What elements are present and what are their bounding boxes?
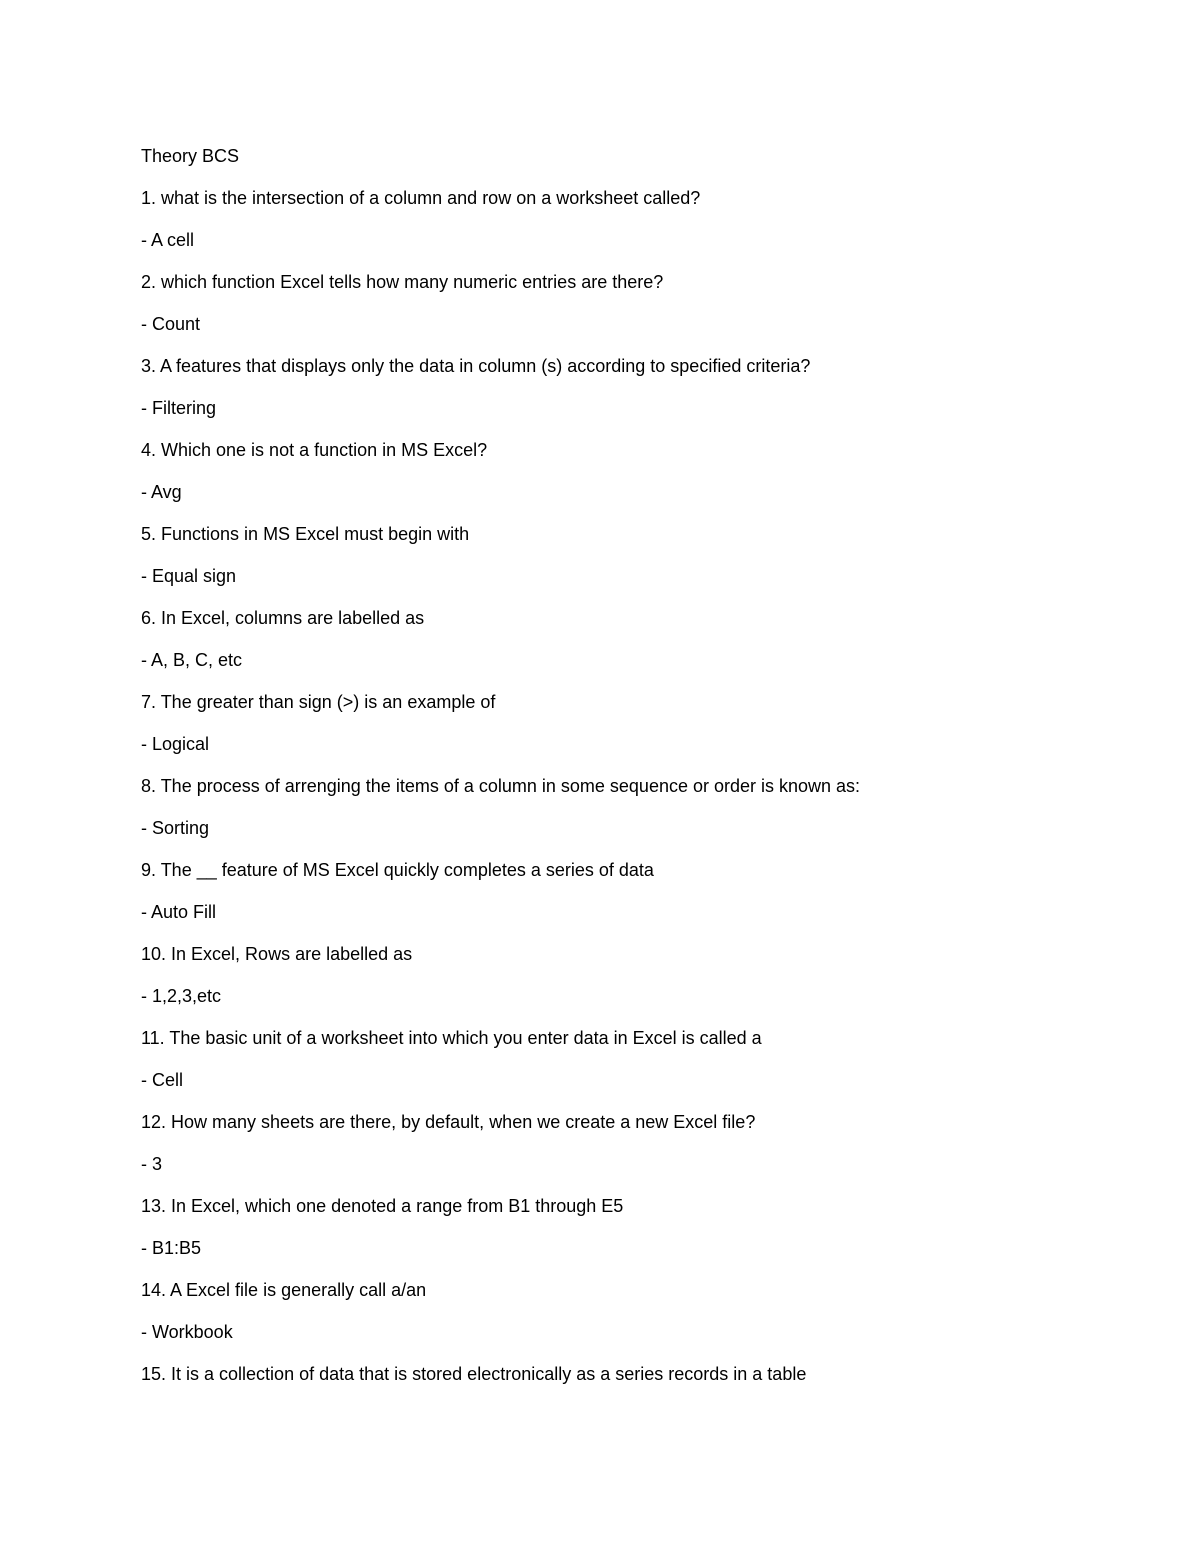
question-12: 12. How many sheets are there, by default, when we create a new Excel file? <box>141 1112 756 1132</box>
question-15: 15. It is a collection of data that is stored electronically as a series records in a table <box>141 1364 807 1384</box>
question-9: 9. The __ feature of MS Excel quickly completes a series of data <box>141 860 654 880</box>
question-7: 7. The greater than sign (>) is an example of <box>141 692 496 712</box>
answer-12: - 3 <box>141 1154 163 1174</box>
answer-6: - A, B, C, etc <box>141 650 243 670</box>
answer-1: - A cell <box>141 230 195 250</box>
answer-7: - Logical <box>141 734 210 754</box>
question-4: 4. Which one is not a function in MS Excel? <box>141 440 488 460</box>
answer-9: - Auto Fill <box>141 902 217 922</box>
question-1: 1. what is the intersection of a column and row on a worksheet called? <box>141 188 701 208</box>
question-10: 10. In Excel, Rows are labelled as <box>141 944 413 964</box>
answer-2: - Count <box>141 314 201 334</box>
answer-10: - 1,2,3,etc <box>141 986 222 1006</box>
question-11: 11. The basic unit of a worksheet into which you enter data in Excel is called a <box>141 1028 762 1048</box>
question-13: 13. In Excel, which one denoted a range from B1 through E5 <box>141 1196 624 1216</box>
question-2: 2. which function Excel tells how many numeric entries are there? <box>141 272 664 292</box>
question-6: 6. In Excel, columns are labelled as <box>141 608 425 628</box>
question-14: 14. A Excel file is generally call a/an <box>141 1280 427 1300</box>
document-title: Theory BCS <box>141 146 240 166</box>
answer-3: - Filtering <box>141 398 217 418</box>
answer-8: - Sorting <box>141 818 210 838</box>
document-body <box>141 143 1101 1403</box>
answer-13: - B1:B5 <box>141 1238 202 1258</box>
answer-11: - Cell <box>141 1070 184 1090</box>
answer-14: - Workbook <box>141 1322 233 1342</box>
question-3: 3. A features that displays only the data in column (s) according to specified criteria? <box>141 356 811 376</box>
question-5: 5. Functions in MS Excel must begin with <box>141 524 470 544</box>
answer-4: - Avg <box>141 482 182 502</box>
question-8: 8. The process of arrenging the items of a column in some sequence or order is known as: <box>141 776 861 796</box>
answer-5: - Equal sign <box>141 566 237 586</box>
